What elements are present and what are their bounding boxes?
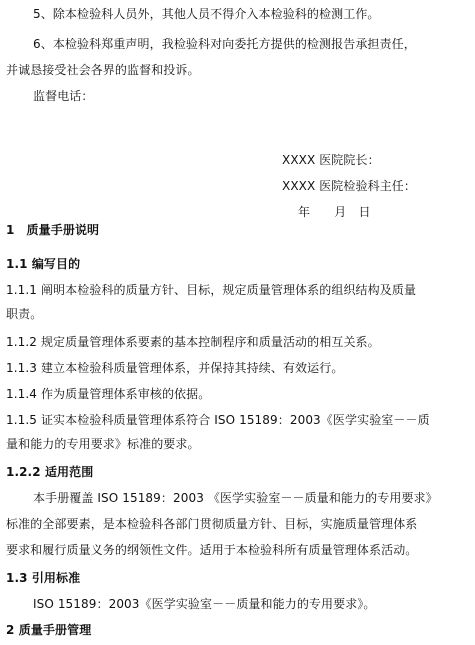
section-heading-2: 2 质量手册管理: [6, 623, 92, 637]
section-heading-1-3: 1.3 引用标准: [6, 571, 81, 585]
signature-lab-director: XXXX 医院检验科主任：: [282, 179, 416, 193]
item-1-1-5-line-1: 1.1.5 证实本检验科质量管理体系符合 ISO 15189：2003《医学实验室－－质: [6, 413, 430, 427]
supervision-phone-label: 监督电话：: [33, 89, 94, 103]
clause-5: 5、除本检验科人员外，其他人员不得介入本检验科的检测工作。: [33, 7, 380, 21]
clause-6-line-2: 并诚恳接受社会各界的监督和投诉。: [6, 63, 200, 77]
scope-line-2: 标准的全部要素，是本检验科各部门贯彻质量方针、目标，实施质量管理体系: [6, 517, 418, 531]
section-heading-1: 1 质量手册说明: [6, 223, 100, 237]
item-1-1-1-line-1: 1.1.1 阐明本检验科的质量方针、目标，规定质量管理体系的组织结构及质量: [6, 283, 417, 297]
section-heading-1-1: 1.1 编写目的: [6, 257, 81, 271]
item-1-1-2: 1.1.2 规定质量管理体系要素的基本控制程序和质量活动的相互关系。: [6, 335, 380, 349]
signature-date: 年 月 日: [298, 205, 371, 219]
section-heading-1-2-2: 1.2.2 适用范围: [6, 465, 94, 479]
item-1-1-3: 1.1.3 建立本检验科质量管理体系，并保持其持续、有效运行。: [6, 361, 344, 375]
item-1-1-5-line-2: 量和能力的专用要求》标准的要求。: [6, 437, 200, 451]
scope-line-3: 要求和履行质量义务的纲领性文件。适用于本检验科所有质量管理体系活动。: [6, 543, 418, 557]
item-1-1-1-line-2: 职责。: [6, 307, 43, 321]
clause-6-line-1: 6、本检验科郑重声明，我检验科对向委托方提供的检测报告承担责任，: [33, 37, 416, 51]
scope-line-1: 本手册覆盖 ISO 15189：2003 《医学实验室－－质量和能力的专用要求》: [33, 491, 438, 505]
signature-president: XXXX 医院院长：: [282, 153, 380, 167]
item-1-1-4: 1.1.4 作为质量管理体系审核的依据。: [6, 387, 211, 401]
reference-standard: ISO 15189：2003《医学实验室－－质量和能力的专用要求》。: [33, 597, 376, 611]
